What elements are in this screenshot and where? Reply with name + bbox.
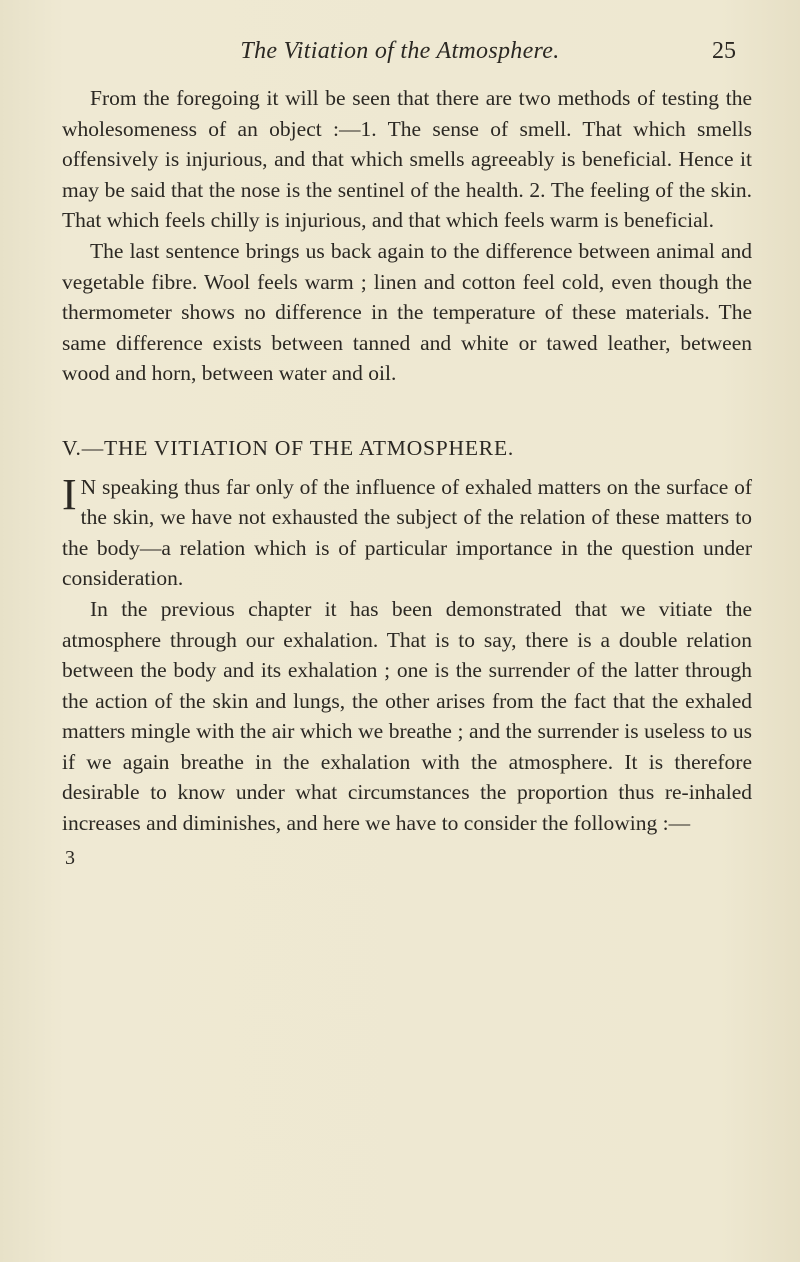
body-text (62, 83, 752, 873)
signature-mark: 3 (65, 846, 75, 869)
section-heading: V.—THE VITIATION OF THE ATMOSPHERE. (62, 435, 515, 460)
running-title: The Vitiation of the Atmosphere. (240, 38, 560, 64)
paragraph-animal-vegetable-fibre: The last sentence brings us back again to the difference between animal and vegetable fibre. Wool feels warm ; linen and cotton feel cold, even though the thermometer shows no difference in the temperature of these materials. The same difference exists between tanned and white or tawed leather, between wood and horn, between water and oil. (62, 238, 752, 386)
paragraph-vitiation: In the previous chapter it has been demonstrated that we vitiate the atmosphere through our exhalation. That is to say, there is a double relation between the body and its exhalation ; one is the surrender of the latter through the action of the skin and lungs, the other arises from the fact that the exhaled matters mingle with the air which we breathe ; and the surrender is useless to us if we again breathe in the exhalation with the atmosphere. It is therefore desirable to know under what circumstances the proportion thus re-inhaled increases and diminishes, and here we have to consider the following :— (62, 596, 752, 836)
page-number: 25 (712, 38, 736, 64)
running-head (0, 38, 800, 78)
paragraph-testing-wholesomeness: From the foregoing it will be seen that there are two methods of testing the wholesomeness of an object :—1. The sense of smell. That which smells offensively is injurious, and that which smells agreeably is beneficial. Hence it may be said that the nose is the sentinel of the health. 2. The feeling of the skin. That which feels chilly is injurious, and that which feels warm is beneficial. (62, 86, 752, 233)
paragraph-exhaled-matters: IN speaking thus far only of the influence of exhaled matters on the surface of the skin, we have not exhausted the subject of the relation of these matters to the body—a relation which is of particular importance in the question under consideration. (62, 469, 752, 591)
